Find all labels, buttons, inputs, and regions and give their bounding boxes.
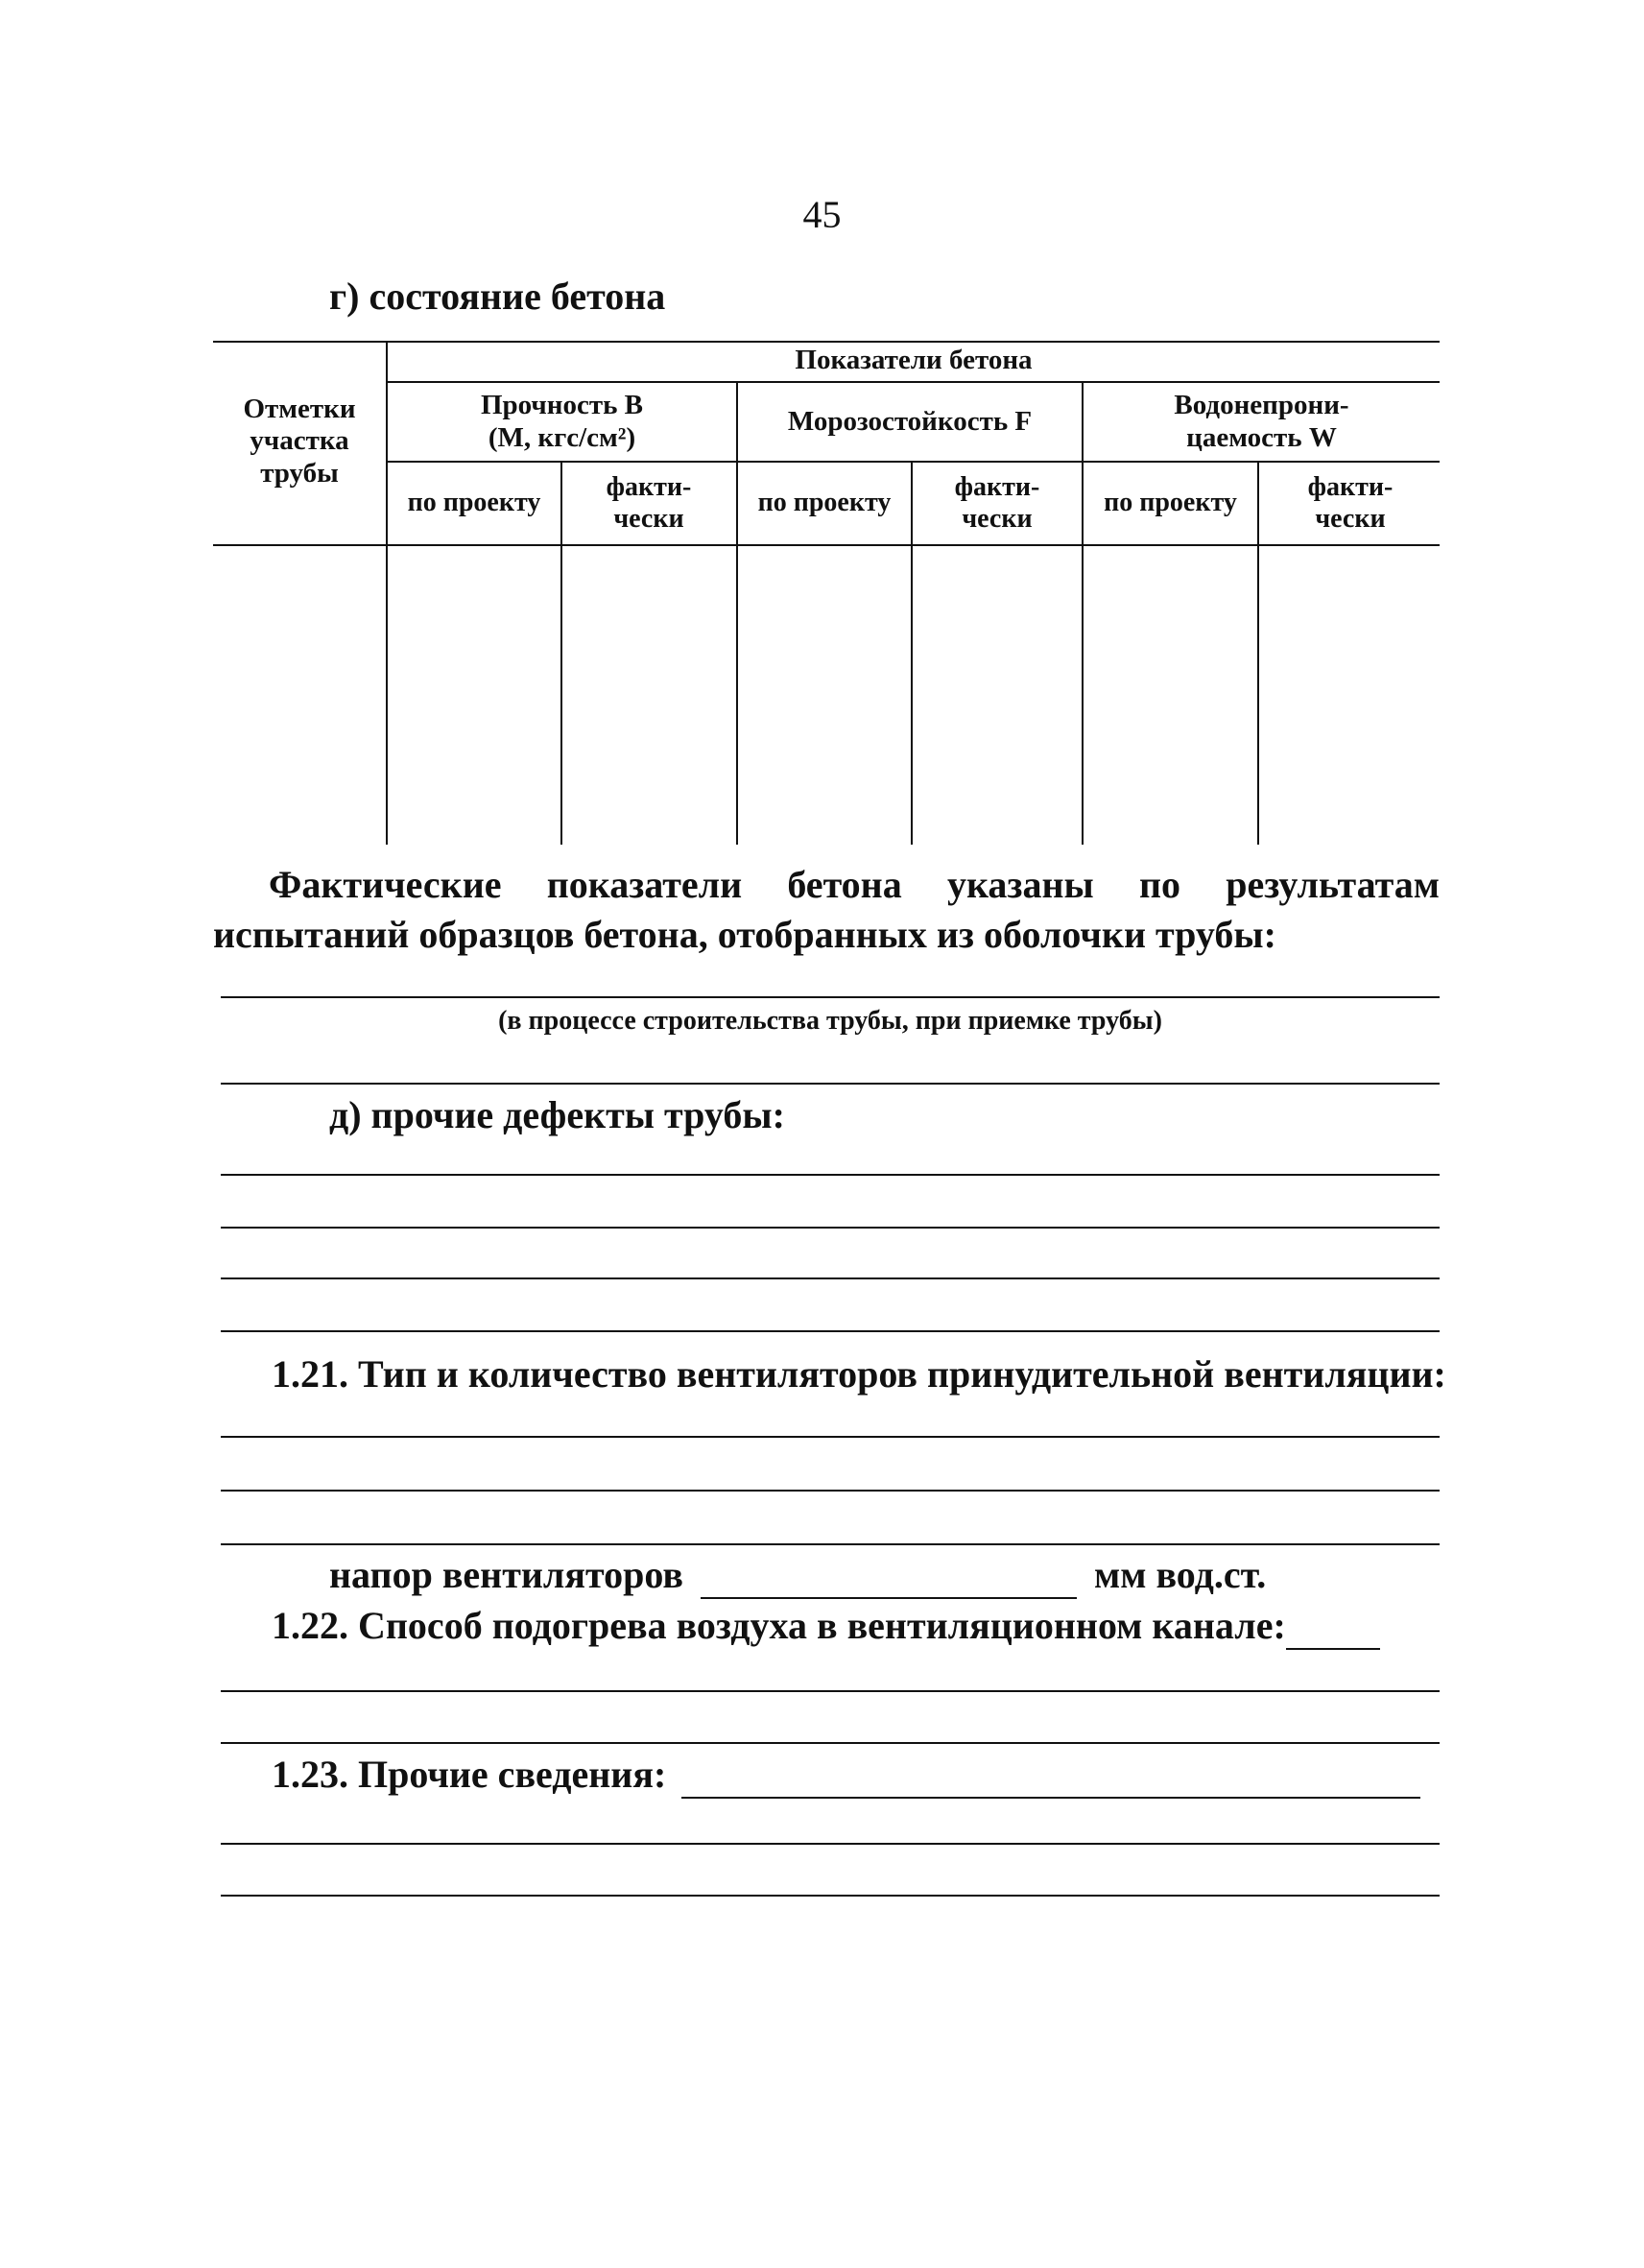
fill-line[interactable] bbox=[221, 1174, 1440, 1176]
item-1-22-title: 1.22. Способ подогрева воздуха в вентиляционном канале: bbox=[272, 1604, 1286, 1647]
fill-line[interactable] bbox=[221, 1227, 1440, 1229]
subheader-actual: факти- чески bbox=[1307, 472, 1394, 534]
concrete-note bbox=[213, 860, 1440, 960]
fan-pressure-label: напор вентиляторов bbox=[329, 1553, 683, 1596]
fill-line[interactable] bbox=[221, 1083, 1440, 1085]
column-marks: Отметки участка трубы bbox=[243, 393, 356, 489]
group-frost bbox=[738, 383, 1082, 461]
fill-line[interactable] bbox=[221, 996, 1440, 998]
group-strength-line1: Прочность В bbox=[480, 390, 644, 421]
page-number: 45 bbox=[802, 193, 842, 236]
concrete-table bbox=[213, 341, 1440, 845]
group-water bbox=[1084, 383, 1440, 461]
subheader-design: по проекту bbox=[1104, 488, 1237, 518]
item-1-21-title: 1.21. Тип и количество вентиляторов принудительной вентиляции: bbox=[272, 1352, 1446, 1396]
fill-line[interactable] bbox=[221, 1436, 1440, 1438]
fan-pressure-row bbox=[329, 1552, 1266, 1599]
group-strength bbox=[388, 383, 736, 461]
fan-pressure-value-field[interactable] bbox=[701, 1552, 1077, 1599]
item-1-23-row bbox=[272, 1752, 1420, 1799]
group-frost-line1: Морозостойкость F bbox=[787, 405, 1033, 437]
section-d-title: д) прочие дефекты трубы: bbox=[329, 1093, 785, 1136]
concrete-note-text: Фактические показатели бетона указаны по результатам испытаний образцов бетона, отобранных из оболочки трубы: bbox=[213, 863, 1440, 956]
item-1-22-row bbox=[272, 1603, 1380, 1650]
fill-line[interactable] bbox=[221, 1690, 1440, 1692]
subheader-design: по проекту bbox=[757, 488, 892, 518]
group-water-line2: цаемость W bbox=[1186, 421, 1337, 453]
fill-line[interactable] bbox=[221, 1843, 1440, 1845]
fill-line[interactable] bbox=[221, 1543, 1440, 1545]
group-header-concrete: Показатели бетона bbox=[795, 345, 1033, 376]
item-1-22-field[interactable] bbox=[1286, 1603, 1380, 1650]
concrete-caption: (в процессе строительства трубы, при приемке трубы) bbox=[498, 1006, 1162, 1036]
item-1-23-field[interactable] bbox=[681, 1752, 1420, 1799]
fill-line[interactable] bbox=[221, 1742, 1440, 1744]
fill-line[interactable] bbox=[221, 1895, 1440, 1897]
section-g-title: г) состояние бетона bbox=[329, 275, 666, 318]
group-strength-line2: (М, кгс/см²) bbox=[488, 421, 636, 453]
subheader-actual: факти- чески bbox=[954, 472, 1040, 534]
item-1-23-title: 1.23. Прочие сведения: bbox=[272, 1753, 667, 1796]
fill-line[interactable] bbox=[221, 1490, 1440, 1492]
group-water-line1: Водонепрони- bbox=[1174, 390, 1349, 421]
fill-line[interactable] bbox=[221, 1330, 1440, 1332]
fill-line[interactable] bbox=[221, 1277, 1440, 1279]
subheader-actual: факти- чески bbox=[606, 472, 692, 534]
subheader-design: по проекту bbox=[407, 488, 541, 518]
fan-pressure-unit: мм вод.ст. bbox=[1093, 1553, 1267, 1596]
